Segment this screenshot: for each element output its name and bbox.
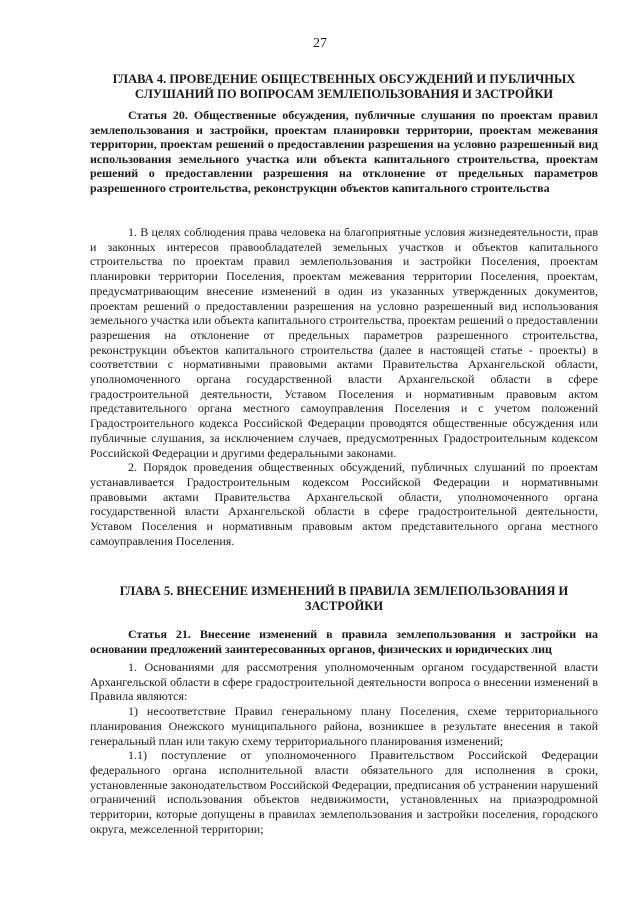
article-20-body bbox=[90, 225, 598, 548]
article-21-paragraph-1: 1. Основаниями для рассмотрения уполномоченным органом государственной власти Архангельской области в сфере градостроительной деятельности вопроса о внесении изменений в Правила являются: bbox=[90, 660, 598, 704]
article-21-title: Статья 21. Внесение изменений в правила землепользования и застройки на основании предложений заинтересованных органов, физических и юридических лиц bbox=[90, 627, 598, 656]
article-20-paragraph-2: 2. Порядок проведения общественных обсуждений, публичных слушаний по проектам устанавливается Градостроительным кодексом Российской Федерации и нормативными правовыми актами Правительства Архангельской области, уполномоченного органа государственной власти Архангельской области в сфере градостроительной деятельности, Уставом Поселения и нормативным правовым актом представительного органа местного самоуправления Поселения. bbox=[90, 460, 598, 548]
article-20-title: Статья 20. Общественные обсуждения, публичные слушания по проектам правил землепользования и застройки, проектам планировки территории, проектам межевания территории, проектам решений о предоставлении разрешения на условно разрешенный вид использования земельного участка или объекта капитального строительства, проектам решений о предоставлении разрешения на отклонение от предельных параметров разрешенного строительства, реконструкции объектов капитального строительства bbox=[90, 108, 598, 195]
page-number: 27 bbox=[313, 36, 327, 51]
chapter-4-title: ГЛАВА 4. ПРОВЕДЕНИЕ ОБЩЕСТВЕННЫХ ОБСУЖДЕНИЙ И ПУБЛИЧНЫХ СЛУШАНИЙ ПО ВОПРОСАМ ЗЕМЛЕПОЛЬЗОВАНИЯ И ЗАСТРОЙКИ bbox=[112, 72, 576, 101]
article-21-item-1: 1) несоответствие Правил генеральному плану Поселения, схеме территориального планирования Онежского муниципального района, возникшее в результате внесения в такой генеральный план или такую схему территориального планирования изменений; bbox=[90, 704, 598, 748]
chapter-5-title: ГЛАВА 5. ВНЕСЕНИЕ ИЗМЕНЕНИЙ В ПРАВИЛА ЗЕМЛЕПОЛЬЗОВАНИЯ И ЗАСТРОЙКИ bbox=[119, 584, 569, 613]
article-20-paragraph-1: 1. В целях соблюдения права человека на благоприятные условия жизнедеятельности, прав и законных интересов правообладателей земельных участков и объектов капитального строительства по проектам правил землепользования и застройки Поселения, проектам планировки территории Поселения, проектам межевания территории Поселения, проектам, предусматривающим внесение изменений в один из указанных утвержденных документов, проектам решений о предоставлении разрешения на условно разрешенный вид использования земельного участка или объекта капитального строительства, проектам решений о предоставлении разрешения на отклонение от предельных параметров разрешенного строительства, реконструкции объектов капитального строительства (далее в настоящей статье - проекты) в соответствии с нормативными правовыми актами Правительства Архангельской области, уполномоченного органа государственной власти Архангельской области в сфере градостроительной деятельности, Уставом Поселения и нормативным правовым актом представительного органа местного самоуправления Поселения и с учетом положений Градостроительного кодекса Российской Федерации проводятся общественные обсуждения или публичные слушания, за исключением случаев, предусмотренных Градостроительным кодексом Российской Федерации и другими федеральными законами. bbox=[90, 225, 598, 460]
article-21-body bbox=[90, 660, 598, 836]
article-21-item-1-1: 1.1) поступление от уполномоченного Правительством Российской Федерации федерального органа исполнительной власти обязательного для исполнения в сроки, установленные законодательством Российской Федерации, предписания об устранении нарушений ограничений использования объектов недвижимости, установленных на приаэродромной территории, которые допущены в правилах землепользования и застройки поселения, городского округа, межселенной территории; bbox=[90, 748, 598, 836]
